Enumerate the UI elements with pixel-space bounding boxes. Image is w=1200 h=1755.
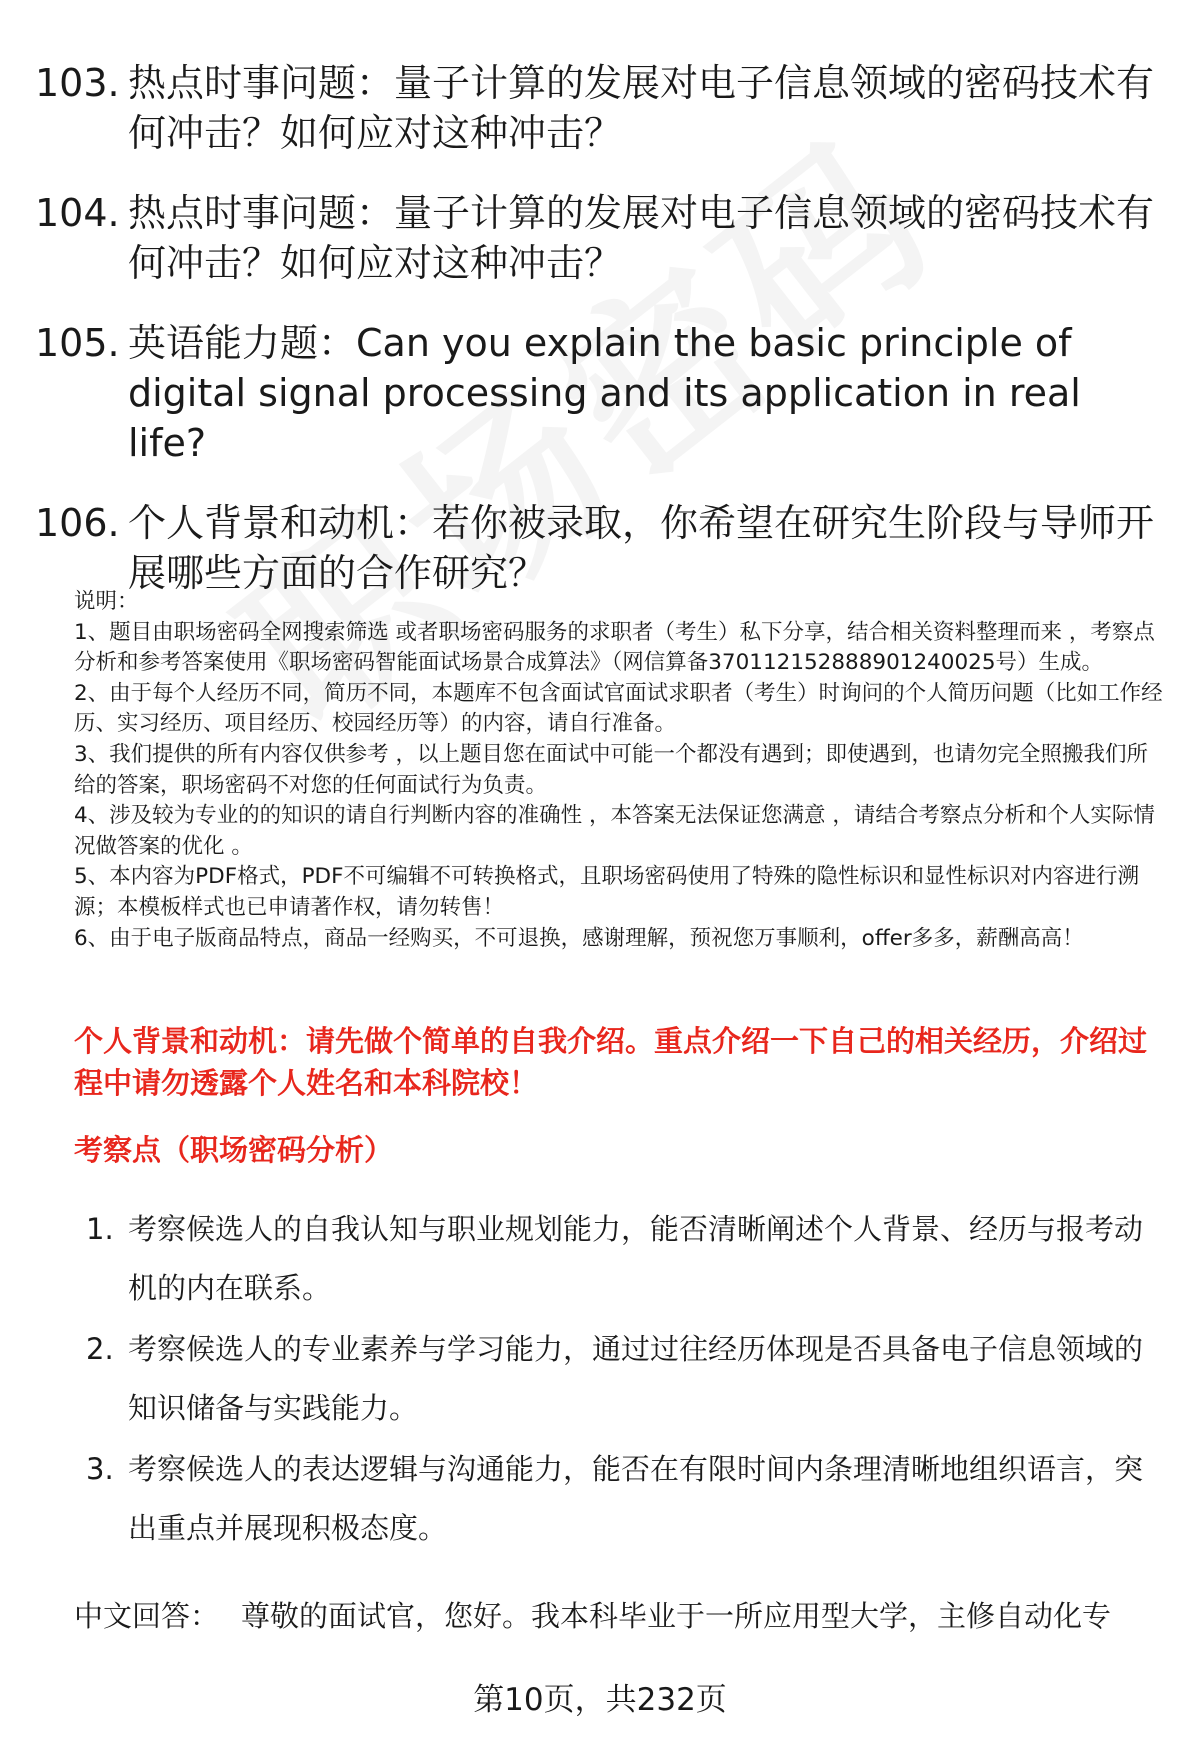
point-number: 1.: [86, 1212, 114, 1246]
question-list: [35, 58, 1170, 628]
point-text: 考察候选人的专业素养与学习能力，通过过往经历体现是否具备电子信息领域的知识储备与实践能力。: [128, 1332, 1144, 1425]
question-text: 个人背景和动机：若你被录取，你希望在研究生阶段与导师开展哪些方面的合作研究？: [128, 501, 1155, 595]
question-text: 英语能力题：Can you explain the basic principle of digital signal processing and its application in real life?: [128, 321, 1081, 465]
question-item: [35, 188, 1170, 288]
notes-section: [74, 587, 1164, 954]
point-number: 3.: [86, 1452, 114, 1486]
point-item: [86, 1320, 1156, 1438]
question-item: [35, 498, 1170, 598]
note-item: 4、涉及较为专业的的知识的请自行判断内容的准确性 ，本答案无法保证您满意 ，请结合考察点分析和个人实际情况做答案的优化 。: [74, 803, 1155, 859]
note-item: 6、由于电子版商品特点，商品一经购买，不可退换，感谢理解，预祝您万事顺利，offer多多，薪酬高高！: [74, 925, 1084, 951]
point-item: [86, 1200, 1156, 1318]
point-text: 考察候选人的表达逻辑与沟通能力，能否在有限时间内条理清晰地组织语言，突出重点并展现积极态度。: [128, 1452, 1144, 1545]
question-number: 104.: [35, 191, 120, 235]
note-item: 5、本内容为PDF格式，PDF不可编辑不可转换格式，且职场密码使用了特殊的隐性标识和显性标识对内容进行溯源；本模板样式也已申请著作权，请勿转售！: [74, 864, 1139, 920]
question-text: 热点时事问题：量子计算的发展对电子信息领域的密码技术有何冲击？如何应对这种冲击？: [128, 61, 1155, 155]
points-list: [86, 1200, 1156, 1560]
question-item: [35, 58, 1170, 158]
question-item: [35, 318, 1170, 468]
question-number: 106.: [35, 501, 120, 545]
note-item: 3、我们提供的所有内容仅供参考 ，以上题目您在面试中可能一个都没有遇到；即使遇到，也请勿完全照搬我们所给的答案，职场密码不对您的任何面试行为负责。: [74, 741, 1149, 798]
answer-text: 尊敬的面试官，您好。我本科毕业于一所应用型大学，主修自动化专: [241, 1599, 1112, 1633]
point-number: 2.: [86, 1332, 114, 1366]
note-item: 1、题目由职场密码全网搜索筛选 或者职场密码服务的求职者（考生）私下分享，结合相关资料整理而来 ，考察点分析和参考答案使用《职场密码智能面试场景合成算法》（网信算备370112152888901240025号）生成。: [74, 619, 1155, 676]
question-number: 103.: [35, 61, 120, 105]
question-heading: 个人背景和动机：请先做个简单的自我介绍。重点介绍一下自己的相关经历，介绍过程中请勿透露个人姓名和本科院校！: [74, 1024, 1148, 1100]
notes-title: 说明：: [74, 589, 139, 614]
point-item: [86, 1440, 1156, 1558]
page-footer: 第10页，共232页: [473, 1682, 727, 1718]
points-title: 考察点（职场密码分析）: [74, 1133, 394, 1167]
answer-label: 中文回答：: [74, 1599, 220, 1633]
note-item: 2、由于每个人经历不同，简历不同，本题库不包含面试官面试求职者（考生）时询问的个人简历问题（比如工作经历、实习经历、项目经历、校园经历等）的内容，请自行准备。: [74, 680, 1163, 737]
point-text: 考察候选人的自我认知与职业规划能力，能否清晰阐述个人背景、经历与报考动机的内在联系。: [128, 1212, 1144, 1305]
question-number: 105.: [35, 321, 120, 365]
question-text: 热点时事问题：量子计算的发展对电子信息领域的密码技术有何冲击？如何应对这种冲击？: [128, 191, 1155, 285]
answer-section: [74, 1595, 1164, 1637]
